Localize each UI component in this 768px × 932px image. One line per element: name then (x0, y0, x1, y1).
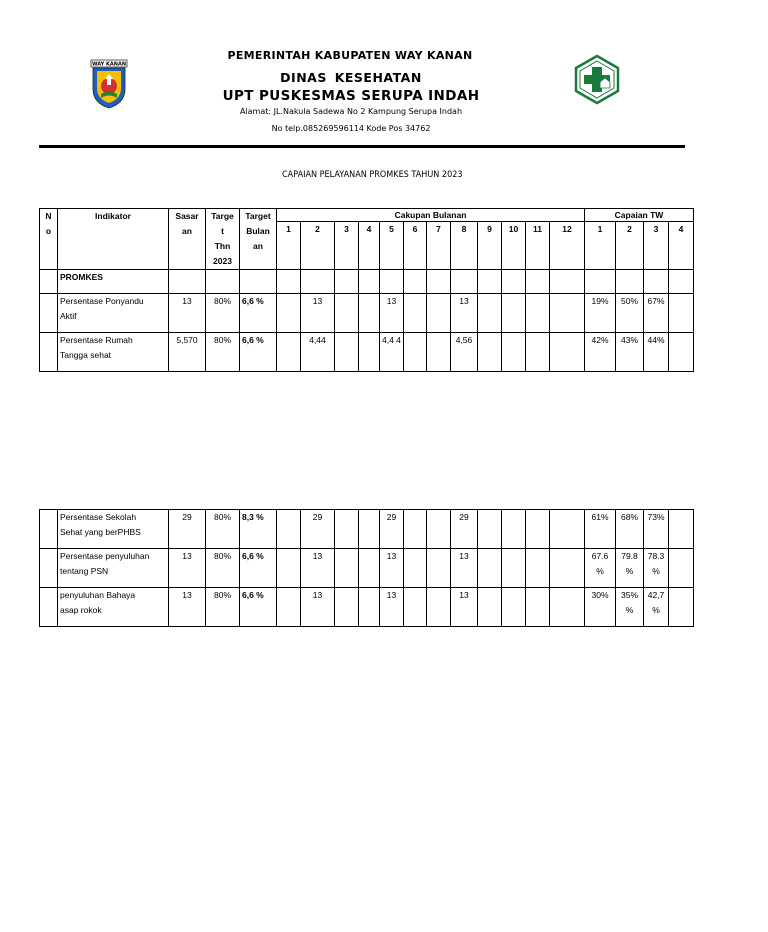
row-target: 80% (206, 549, 240, 588)
row-month-value (526, 333, 550, 372)
row-month-value (427, 588, 451, 627)
row-quarter-line: 67% (647, 296, 665, 306)
section-no (40, 270, 58, 294)
table-row (40, 510, 694, 549)
row-month-value: 29 (380, 510, 404, 549)
row-target: 80% (206, 333, 240, 372)
row-month-value: 29 (301, 510, 335, 549)
row-indikator-line: asap rokok (60, 605, 102, 615)
row-month-value: 13 (451, 294, 478, 333)
row-sasaran: 5,570 (169, 333, 206, 372)
row-sasaran: 29 (169, 510, 206, 549)
emblem-label: WAY KANAN (91, 61, 127, 68)
row-month-value (404, 549, 427, 588)
row-indikator (58, 510, 169, 549)
row-quarter-value (669, 333, 694, 372)
row-month-value (335, 333, 359, 372)
row-quarter-value (585, 510, 616, 549)
row-quarter-line: 44% (647, 335, 665, 345)
row-month-value (335, 549, 359, 588)
header-quarter: 4 (669, 222, 694, 270)
row-month-value: 13 (451, 549, 478, 588)
header-month: 9 (478, 222, 502, 270)
header-indikator: Indikator (58, 209, 169, 270)
header-month: 1 (277, 222, 301, 270)
row-quarter-line: % (652, 605, 660, 615)
puskesmas-cross-icon (574, 54, 620, 105)
row-target: 80% (206, 294, 240, 333)
row-indikator (58, 588, 169, 627)
row-quarter-line: 79.8 (621, 551, 638, 561)
row-quarter-line: % (625, 605, 634, 615)
row-month-value (427, 510, 451, 549)
header-target-line: Targe (211, 211, 234, 221)
row-month-value (526, 510, 550, 549)
header-target-tahun (206, 209, 240, 270)
row-quarter-value (669, 294, 694, 333)
row-quarter-value (616, 333, 644, 372)
row-sasaran: 13 (169, 294, 206, 333)
row-quarter-value (669, 588, 694, 627)
row-indikator-line: penyuluhan Bahaya (60, 590, 136, 600)
row-quarter-line: 67.6 (591, 551, 609, 561)
header-sasaran-line: Sasar (175, 211, 199, 221)
row-month-value (502, 588, 526, 627)
header-department: DINAS KESEHATAN (280, 70, 422, 85)
row-target-bulan: 8,3 % (240, 510, 277, 549)
header-month: 3 (335, 222, 359, 270)
row-quarter-value (644, 549, 669, 588)
row-quarter-line: 73% (647, 512, 665, 522)
table-body-page2 (40, 510, 694, 627)
row-month-value (359, 294, 380, 333)
header-government: PEMERINTAH KABUPATEN WAY KANAN (227, 49, 473, 62)
header-month: 2 (301, 222, 335, 270)
header-sasaran-line: an (182, 226, 192, 236)
row-month-value (502, 549, 526, 588)
row-target-bulan: 6,6 % (240, 294, 277, 333)
row-month-value (277, 333, 301, 372)
table-body-page1 (40, 294, 694, 372)
table-row (40, 333, 694, 372)
row-quarter-value (585, 549, 616, 588)
header-month: 6 (404, 222, 427, 270)
row-month-value (478, 549, 502, 588)
row-quarter-line: 19% (591, 296, 609, 306)
row-quarter-value (644, 333, 669, 372)
header-no (40, 209, 58, 270)
header-quarter: 3 (644, 222, 669, 270)
header-no-line: o (45, 226, 52, 236)
header-institution: UPT PUSKESMAS SERUPA INDAH (222, 88, 480, 104)
row-month-value: 13 (301, 294, 335, 333)
row-month-value (478, 294, 502, 333)
header-month: 5 (380, 222, 404, 270)
row-month-value (277, 588, 301, 627)
row-month-value (359, 510, 380, 549)
table-row (40, 549, 694, 588)
row-no (40, 588, 58, 627)
row-month-value (478, 588, 502, 627)
row-month-value (404, 510, 427, 549)
row-month-value (550, 549, 585, 588)
row-quarter-line: 42,7 (647, 590, 665, 600)
row-month-value (502, 510, 526, 549)
row-month-value (335, 510, 359, 549)
header-target-bulan-line: an (253, 241, 263, 251)
header-month: 4 (359, 222, 380, 270)
row-month-value (550, 510, 585, 549)
row-month-value (502, 294, 526, 333)
row-month-value (404, 294, 427, 333)
row-target-bulan: 6,6 % (240, 549, 277, 588)
row-no (40, 549, 58, 588)
header-cakupan-bulanan: Cakupan Bulanan (277, 209, 585, 222)
table-row (40, 588, 694, 627)
row-quarter-value (585, 588, 616, 627)
row-no (40, 510, 58, 549)
row-quarter-value (616, 510, 644, 549)
row-quarter-line: % (596, 566, 604, 576)
row-quarter-value (644, 510, 669, 549)
row-indikator-line: tentang PSN (60, 566, 109, 576)
row-indikator-line: Sehat yang berPHBS (60, 527, 141, 537)
row-sasaran: 13 (169, 549, 206, 588)
header-target-bulan (240, 209, 277, 270)
row-target: 80% (206, 588, 240, 627)
row-month-value (277, 510, 301, 549)
row-month-value: 13 (451, 588, 478, 627)
row-month-value (550, 294, 585, 333)
row-quarter-line: 50% (620, 296, 638, 306)
row-month-value (277, 294, 301, 333)
row-sasaran: 13 (169, 588, 206, 627)
row-quarter-value (585, 333, 616, 372)
row-indikator-line: Aktif (60, 311, 77, 321)
row-month-value (335, 588, 359, 627)
row-month-value: 13 (380, 549, 404, 588)
table-row (40, 294, 694, 333)
row-quarter-value (616, 588, 644, 627)
row-quarter-value (669, 549, 694, 588)
row-quarter-value (669, 510, 694, 549)
row-target-bulan: 6,6 % (240, 333, 277, 372)
row-quarter-line: % (652, 566, 660, 576)
row-quarter-value (644, 588, 669, 627)
header-month: 11 (526, 222, 550, 270)
row-indikator-line: Persentase penyuluhan (60, 551, 150, 561)
row-month-value (526, 294, 550, 333)
header-month: 8 (451, 222, 478, 270)
header-month: 7 (427, 222, 451, 270)
row-quarter-value (616, 294, 644, 333)
row-quarter-line: 42% (591, 335, 609, 345)
header-phone: No telp.085269596114 Kode Pos 34762 (271, 124, 431, 133)
row-month-value (359, 588, 380, 627)
row-quarter-value (585, 294, 616, 333)
row-month-value (502, 333, 526, 372)
row-indikator-line: Persentase Sekolah (60, 512, 137, 522)
row-month-value (550, 588, 585, 627)
row-month-value (550, 333, 585, 372)
row-month-value: 13 (301, 588, 335, 627)
row-no (40, 294, 58, 333)
row-month-value (427, 333, 451, 372)
row-no (40, 333, 58, 372)
row-month-value (478, 333, 502, 372)
row-month-value (427, 549, 451, 588)
row-month-value (427, 294, 451, 333)
header-no-line: N (45, 211, 52, 221)
row-month-value (359, 333, 380, 372)
row-quarter-value (644, 294, 669, 333)
row-month-value: 13 (380, 294, 404, 333)
row-quarter-line: 61% (591, 512, 609, 522)
row-month-value: 4,56 (451, 333, 478, 372)
row-quarter-line: 30% (591, 590, 609, 600)
row-month-value: 4,4 4 (380, 333, 404, 372)
promkes-table-continued (39, 509, 694, 627)
row-quarter-line: % (625, 566, 634, 576)
row-indikator (58, 333, 169, 372)
row-month-value (404, 333, 427, 372)
row-month-value (526, 588, 550, 627)
row-target-bulan: 6,6 % (240, 588, 277, 627)
row-indikator-line: Persentase Rumah (60, 335, 133, 345)
header-target-bulan-line: Bulan (246, 226, 270, 236)
row-indikator-line: Persentase Ponyandu (60, 296, 144, 306)
section-label: PROMKES (58, 270, 169, 294)
row-month-value (404, 588, 427, 627)
row-month-value (277, 549, 301, 588)
header-target-bulan-line: Target (245, 211, 271, 221)
header-target-line: Thn (214, 241, 231, 251)
header-target-line: t (221, 226, 224, 236)
row-month-value: 29 (451, 510, 478, 549)
row-quarter-line: 68% (620, 512, 638, 522)
row-month-value: 4,44 (301, 333, 335, 372)
promkes-table (39, 208, 694, 372)
row-month-value: 13 (380, 588, 404, 627)
header-quarter: 2 (616, 222, 644, 270)
row-month-value (359, 549, 380, 588)
row-month-value (478, 510, 502, 549)
header-sasaran (169, 209, 206, 270)
row-target: 80% (206, 510, 240, 549)
row-indikator (58, 549, 169, 588)
row-quarter-value (616, 549, 644, 588)
header-address: Alamat: JL.Nakula Sadewa No 2 Kampung Serupa Indah (239, 107, 463, 116)
document-title: CAPAIAN PELAYANAN PROMKES TAHUN 2023 (282, 170, 463, 180)
row-quarter-line: 78.3 (647, 551, 665, 561)
row-indikator (58, 294, 169, 333)
header-month: 12 (550, 222, 585, 270)
header-month: 10 (502, 222, 526, 270)
row-quarter-line: 43% (620, 335, 638, 345)
row-month-value (526, 549, 550, 588)
header-target-line: 2023 (213, 256, 232, 266)
header-divider (39, 145, 685, 148)
row-month-value: 13 (301, 549, 335, 588)
row-month-value (335, 294, 359, 333)
row-indikator-line: Tangga sehat (60, 350, 112, 360)
row-quarter-line: 35% (620, 590, 638, 600)
header-capaian-tw: Capaian TW (585, 209, 694, 222)
header-quarter: 1 (585, 222, 616, 270)
